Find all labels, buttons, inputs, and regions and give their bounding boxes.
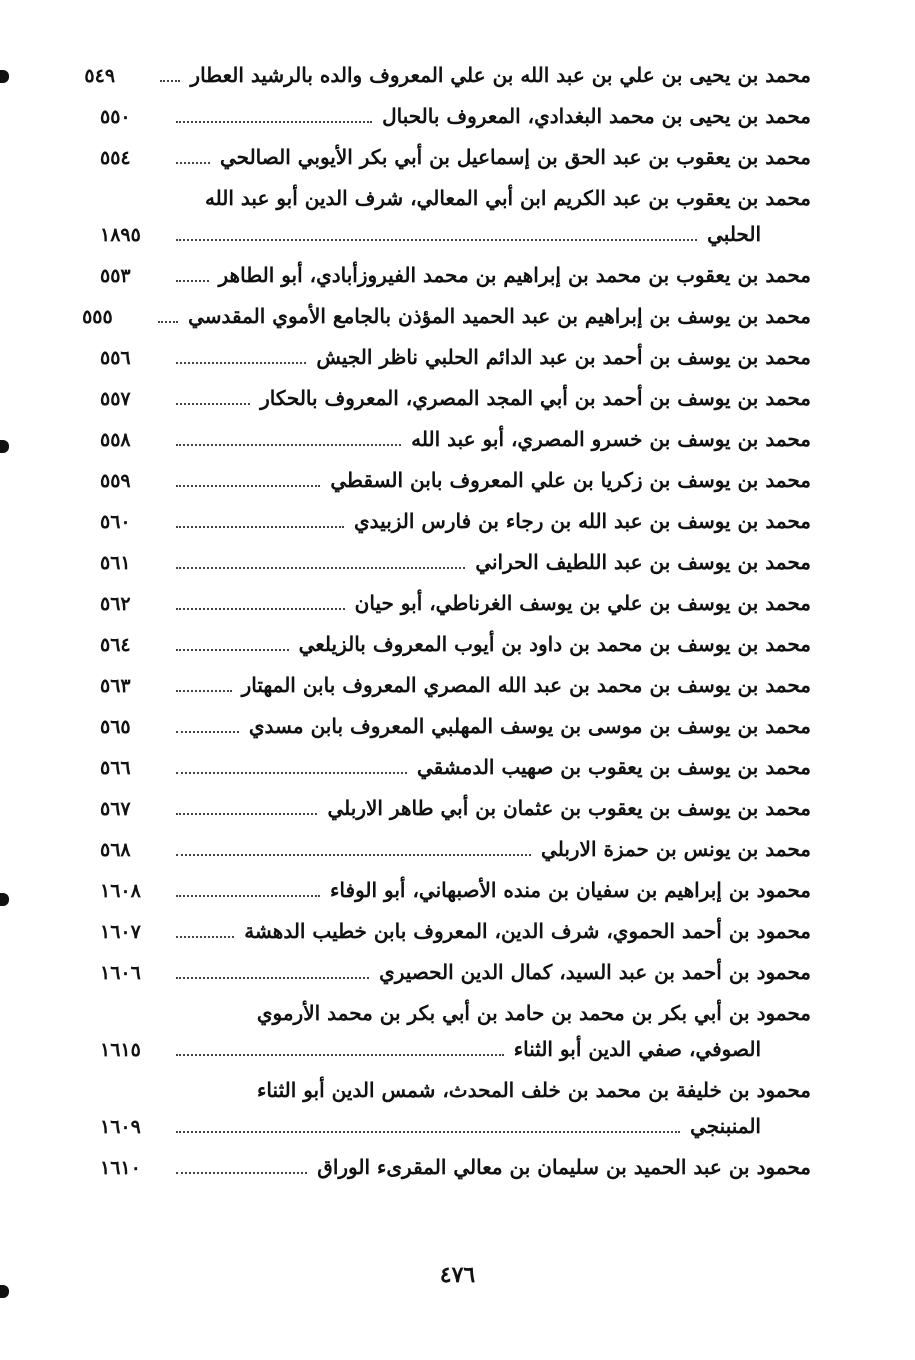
index-entry bbox=[100, 590, 811, 616]
dot-leader bbox=[176, 121, 372, 123]
index-entry bbox=[100, 713, 811, 739]
index-entry bbox=[100, 144, 811, 170]
entry-line bbox=[82, 303, 811, 329]
dot-leader bbox=[176, 813, 317, 815]
entry-name: محمد بن يوسف بن إبراهيم بن عبد الحميد المؤذن بالجامع الأموي المقدسي bbox=[188, 304, 811, 328]
entry-name: محمد بن يوسف بن أحمد بن أبي المجد المصري، المعروف بالحكار bbox=[260, 386, 811, 410]
entry-name: محمود بن عبد الحميد بن سليمان بن معالي المقرىء الوراق bbox=[317, 1155, 811, 1179]
entry-page-number: ٥٦٠ bbox=[100, 511, 131, 533]
dot-leader bbox=[176, 1054, 504, 1056]
index-entry bbox=[100, 508, 811, 534]
entry-page-number: ٥٦٧ bbox=[100, 798, 131, 820]
entry-line bbox=[100, 836, 811, 862]
entry-page-number: ٥٥٠ bbox=[100, 106, 131, 128]
margin-mark bbox=[0, 893, 9, 906]
dot-leader bbox=[176, 567, 465, 569]
dot-leader bbox=[176, 1172, 307, 1174]
index-entry bbox=[100, 1154, 811, 1180]
entry-page-number: ٥٥٥ bbox=[82, 306, 113, 328]
margin-mark bbox=[0, 440, 9, 453]
entry-line bbox=[100, 672, 811, 698]
entry-page-number: ٥٥٦ bbox=[100, 347, 131, 369]
entry-line bbox=[100, 262, 811, 288]
entry-page-number: ٥٥٤ bbox=[100, 147, 131, 169]
entry-line bbox=[100, 185, 811, 211]
entry-line bbox=[100, 877, 811, 903]
entry-page-number: ٥٥٨ bbox=[100, 429, 131, 451]
dot-leader bbox=[176, 526, 344, 528]
index-entry bbox=[84, 62, 811, 88]
entry-line bbox=[100, 508, 811, 534]
index-entry bbox=[100, 1000, 811, 1062]
entry-page-number: ٥٦٥ bbox=[100, 716, 131, 738]
entry-line bbox=[100, 918, 811, 944]
entry-page-number: ٥٦٣ bbox=[100, 675, 131, 697]
entry-name: محمد بن يوسف بن علي بن يوسف الغرناطي، أبو حيان bbox=[354, 591, 811, 615]
entry-line bbox=[100, 1000, 811, 1026]
entry-page-number: ٥٤٩ bbox=[84, 65, 116, 87]
entry-name: محمد بن يوسف بن يعقوب بن عثمان بن أبي طاهر الاربلي bbox=[327, 796, 811, 820]
entry-page-number: ٥٦٢ bbox=[100, 593, 131, 615]
entry-page-number: ١٦٠٨ bbox=[100, 880, 141, 902]
entry-page-number: ٥٦٨ bbox=[100, 839, 131, 861]
index-entry bbox=[100, 836, 811, 862]
entry-page-number: ٥٦١ bbox=[100, 552, 131, 574]
entry-page-number: ٥٦٦ bbox=[100, 757, 131, 779]
entry-name: محمود بن أبي بكر بن محمد بن حامد بن أبي بكر بن محمد الأرموي bbox=[256, 1001, 811, 1025]
dot-leader bbox=[176, 895, 320, 897]
entry-name: محمد بن يحيى بن محمد البغدادي، المعروف بالحبال bbox=[382, 104, 811, 128]
entry-line bbox=[100, 426, 811, 452]
index-entry bbox=[100, 426, 811, 452]
entry-name: محمد بن يعقوب بن محمد بن إبراهيم بن محمد الفيروزأبادي، أبو الطاهر bbox=[218, 263, 811, 287]
dot-leader bbox=[176, 649, 289, 651]
entry-line bbox=[100, 1113, 811, 1139]
index-entry bbox=[100, 959, 811, 985]
dot-leader bbox=[176, 854, 531, 856]
dot-leader bbox=[160, 80, 180, 82]
index-entry bbox=[100, 795, 811, 821]
entry-name: المنبنجي bbox=[690, 1114, 761, 1138]
entry-name: محمد بن يوسف بن محمد بن داود بن أيوب المعروف بالزيلعي bbox=[298, 632, 811, 656]
entry-line bbox=[100, 1154, 811, 1180]
entry-name: محمد بن يوسف بن خسرو المصري، أبو عبد الله bbox=[411, 427, 811, 451]
entry-line bbox=[100, 467, 811, 493]
entry-name: محمد بن يعقوب بن عبد الكريم ابن أبي المعالي، شرف الدين أبو عبد الله bbox=[204, 186, 811, 210]
entry-page-number: ٥٥٧ bbox=[100, 388, 131, 410]
entry-page-number: ١٨٩٥ bbox=[100, 224, 141, 246]
dot-leader bbox=[176, 362, 306, 364]
index-entry bbox=[100, 631, 811, 657]
entry-line bbox=[100, 590, 811, 616]
entry-name: محمد بن يوسف بن أحمد بن عبد الدائم الحلبي ناظر الجيش bbox=[316, 345, 811, 369]
index-entry bbox=[100, 185, 811, 247]
dot-leader bbox=[176, 162, 210, 164]
margin-mark bbox=[0, 1285, 9, 1298]
entry-page-number: ١٦١٠ bbox=[100, 1157, 141, 1179]
entry-line bbox=[100, 1036, 811, 1062]
entry-line bbox=[100, 631, 811, 657]
entry-page-number: ١٦٠٦ bbox=[100, 962, 141, 984]
index-entry bbox=[100, 344, 811, 370]
entry-page-number: ١٦٠٧ bbox=[100, 921, 141, 943]
dot-leader bbox=[176, 1131, 680, 1133]
entry-line bbox=[100, 754, 811, 780]
entry-line bbox=[100, 103, 811, 129]
entry-line bbox=[100, 959, 811, 985]
entry-name: محمد بن يوسف بن زكريا بن علي المعروف بابن السقطي bbox=[330, 468, 811, 492]
index-entry bbox=[82, 303, 811, 329]
index-entry bbox=[100, 918, 811, 944]
entry-name: محمد بن يحيى بن علي بن عبد الله بن علي المعروف والده بالرشيد العطار bbox=[190, 63, 811, 87]
entry-name: الحلبي bbox=[707, 222, 761, 246]
page-number: ٤٧٦ bbox=[439, 1262, 476, 1288]
index-entry bbox=[100, 385, 811, 411]
dot-leader bbox=[176, 936, 234, 938]
index-entry bbox=[100, 549, 811, 575]
entry-line bbox=[100, 713, 811, 739]
entry-name: محمد بن يوسف بن عبد الله بن رجاء بن فارس الزبيدي bbox=[354, 509, 811, 533]
dot-leader bbox=[158, 321, 178, 323]
entry-page-number: ٥٦٤ bbox=[100, 634, 131, 656]
index-entry bbox=[100, 877, 811, 903]
entry-name: محمد بن يوسف بن محمد بن عبد الله المصري المعروف بابن المهتار bbox=[241, 673, 811, 697]
entry-page-number: ٥٥٩ bbox=[100, 470, 131, 492]
index-entry bbox=[100, 672, 811, 698]
entry-line bbox=[100, 549, 811, 575]
entry-name: محمود بن أحمد الحموي، شرف الدين، المعروف بابن خطيب الدهشة bbox=[244, 919, 811, 943]
index-list bbox=[82, 62, 811, 1195]
entry-name: محمد بن يوسف بن موسى بن يوسف المهلبي المعروف بابن مسدي bbox=[248, 714, 811, 738]
entry-line bbox=[84, 62, 811, 88]
dot-leader bbox=[176, 444, 401, 446]
dot-leader bbox=[176, 239, 697, 241]
dot-leader bbox=[176, 403, 250, 405]
entry-name: محمود بن خليفة بن محمد بن خلف المحدث، شمس الدين أبو الثناء bbox=[257, 1078, 811, 1102]
index-entry bbox=[100, 1077, 811, 1139]
entry-name: محمد بن يونس بن حمزة الاربلي bbox=[541, 837, 811, 861]
entry-line bbox=[100, 344, 811, 370]
entry-name: محمد بن يوسف بن عبد اللطيف الحراني bbox=[475, 550, 811, 574]
dot-leader bbox=[176, 485, 320, 487]
dot-leader bbox=[176, 608, 345, 610]
entry-name: الصوفي، صفي الدين أبو الثناء bbox=[513, 1037, 761, 1061]
entry-page-number: ١٦١٥ bbox=[100, 1039, 141, 1061]
entry-line bbox=[100, 385, 811, 411]
dot-leader bbox=[176, 690, 232, 692]
entry-line bbox=[100, 1077, 811, 1103]
index-entry bbox=[100, 467, 811, 493]
dot-leader bbox=[176, 977, 369, 979]
entry-line bbox=[100, 144, 811, 170]
entry-line bbox=[100, 795, 811, 821]
index-entry bbox=[100, 262, 811, 288]
index-entry bbox=[100, 103, 811, 129]
entry-page-number: ١٦٠٩ bbox=[100, 1116, 141, 1138]
entry-line bbox=[100, 221, 811, 247]
margin-mark bbox=[0, 70, 9, 83]
dot-leader bbox=[176, 280, 209, 282]
entry-name: محمود بن أحمد بن عبد السيد، كمال الدين الحصيري bbox=[379, 960, 811, 984]
dot-leader bbox=[176, 772, 407, 774]
entry-name: محمد بن يوسف بن يعقوب بن صهيب الدمشقي bbox=[416, 755, 811, 779]
entry-name: محمود بن إبراهيم بن سفيان بن منده الأصبهاني، أبو الوفاء bbox=[330, 878, 811, 902]
entry-page-number: ٥٥٣ bbox=[100, 265, 131, 287]
dot-leader bbox=[176, 731, 239, 733]
entry-name: محمد بن يعقوب بن عبد الحق بن إسماعيل بن أبي بكر الأيوبي الصالحي bbox=[220, 145, 811, 169]
index-entry bbox=[100, 754, 811, 780]
